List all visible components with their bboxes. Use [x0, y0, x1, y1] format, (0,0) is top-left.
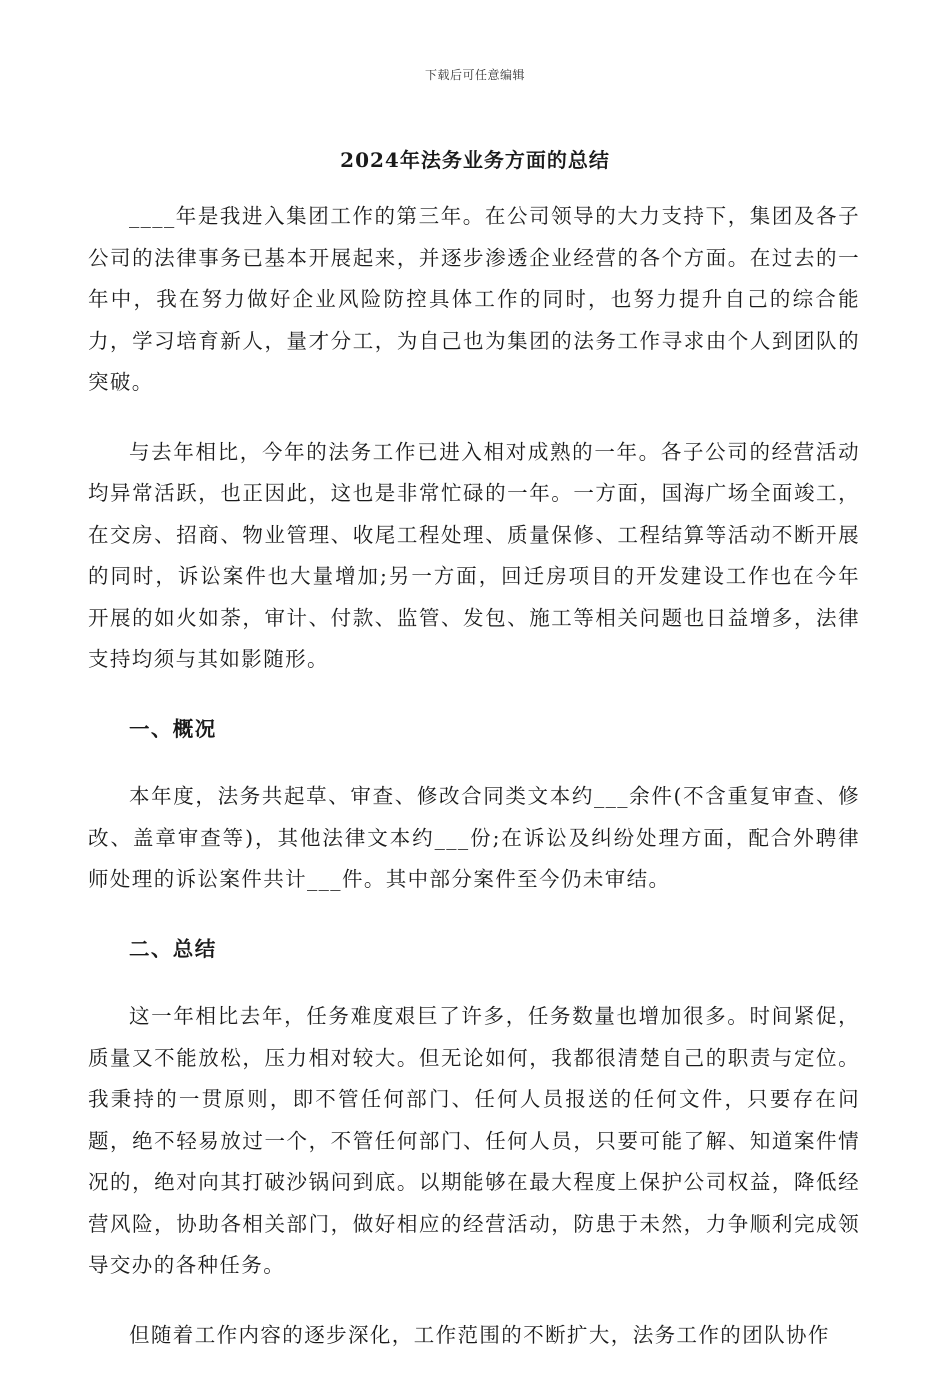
body-paragraph: ____年是我进入集团工作的第三年。在公司领导的大力支持下，集团及各子公司的法律事务已基本开展起来，并逐步渗透企业经营的各个方面。在过去的一年中，我在努力做好企业风险防控具体工作的同时，也努力提升自己的综合能力，学习培育新人，量才分工，为自己也为集团的法务工作寻求由个人到团队的突破。: [88, 204, 860, 394]
body-paragraph: 但随着工作内容的逐步深化，工作范围的不断扩大，法务工作的团队协作: [129, 1322, 830, 1347]
body-paragraph: 这一年相比去年，任务难度艰巨了许多，任务数量也增加很多。时间紧促，质量又不能放松，压力相对较大。但无论如何，我都很清楚自己的职责与定位。我秉持的一贯原则，即不管任何部门、任何人员报送的任何文件，只要存在问题，绝不轻易放过一个，不管任何部门、任何人员，只要可能了解、知道案件情况的，绝对向其打破沙锅问到底。以期能够在最大程度上保护公司权益，降低经营风险，协助各相关部门，做好相应的经营活动，防患于未然，力争顺利完成领导交办的各种任务。: [88, 1004, 860, 1277]
section-heading-overview: 一、概况: [129, 716, 217, 741]
document-title: 2024年法务业务方面的总结: [340, 148, 610, 172]
header-note: 下载后可任意编辑: [424, 68, 525, 82]
body-paragraph: 本年度，法务共起草、审查、修改合同类文本约___余件(不含重复审查、修改、盖章审查等)，其他法律文本约___份;在诉讼及纠纷处理方面，配合外聘律师处理的诉讼案件共计___件。其中部分案件至今仍未审结。: [88, 784, 860, 891]
document-body: [88, 196, 860, 1384]
section-heading-summary: 二、总结: [129, 936, 217, 961]
body-paragraph: 与去年相比，今年的法务工作已进入相对成熟的一年。各子公司的经营活动均异常活跃，也正因此，这也是非常忙碌的一年。一方面，国海广场全面竣工，在交房、招商、物业管理、收尾工程处理、质量保修、工程结算等活动不断开展的同时，诉讼案件也大量增加;另一方面，回迁房项目的开发建设工作也在今年开展的如火如荼，审计、付款、监管、发包、施工等相关问题也日益增多，法律支持均须与其如影随形。: [88, 439, 860, 671]
